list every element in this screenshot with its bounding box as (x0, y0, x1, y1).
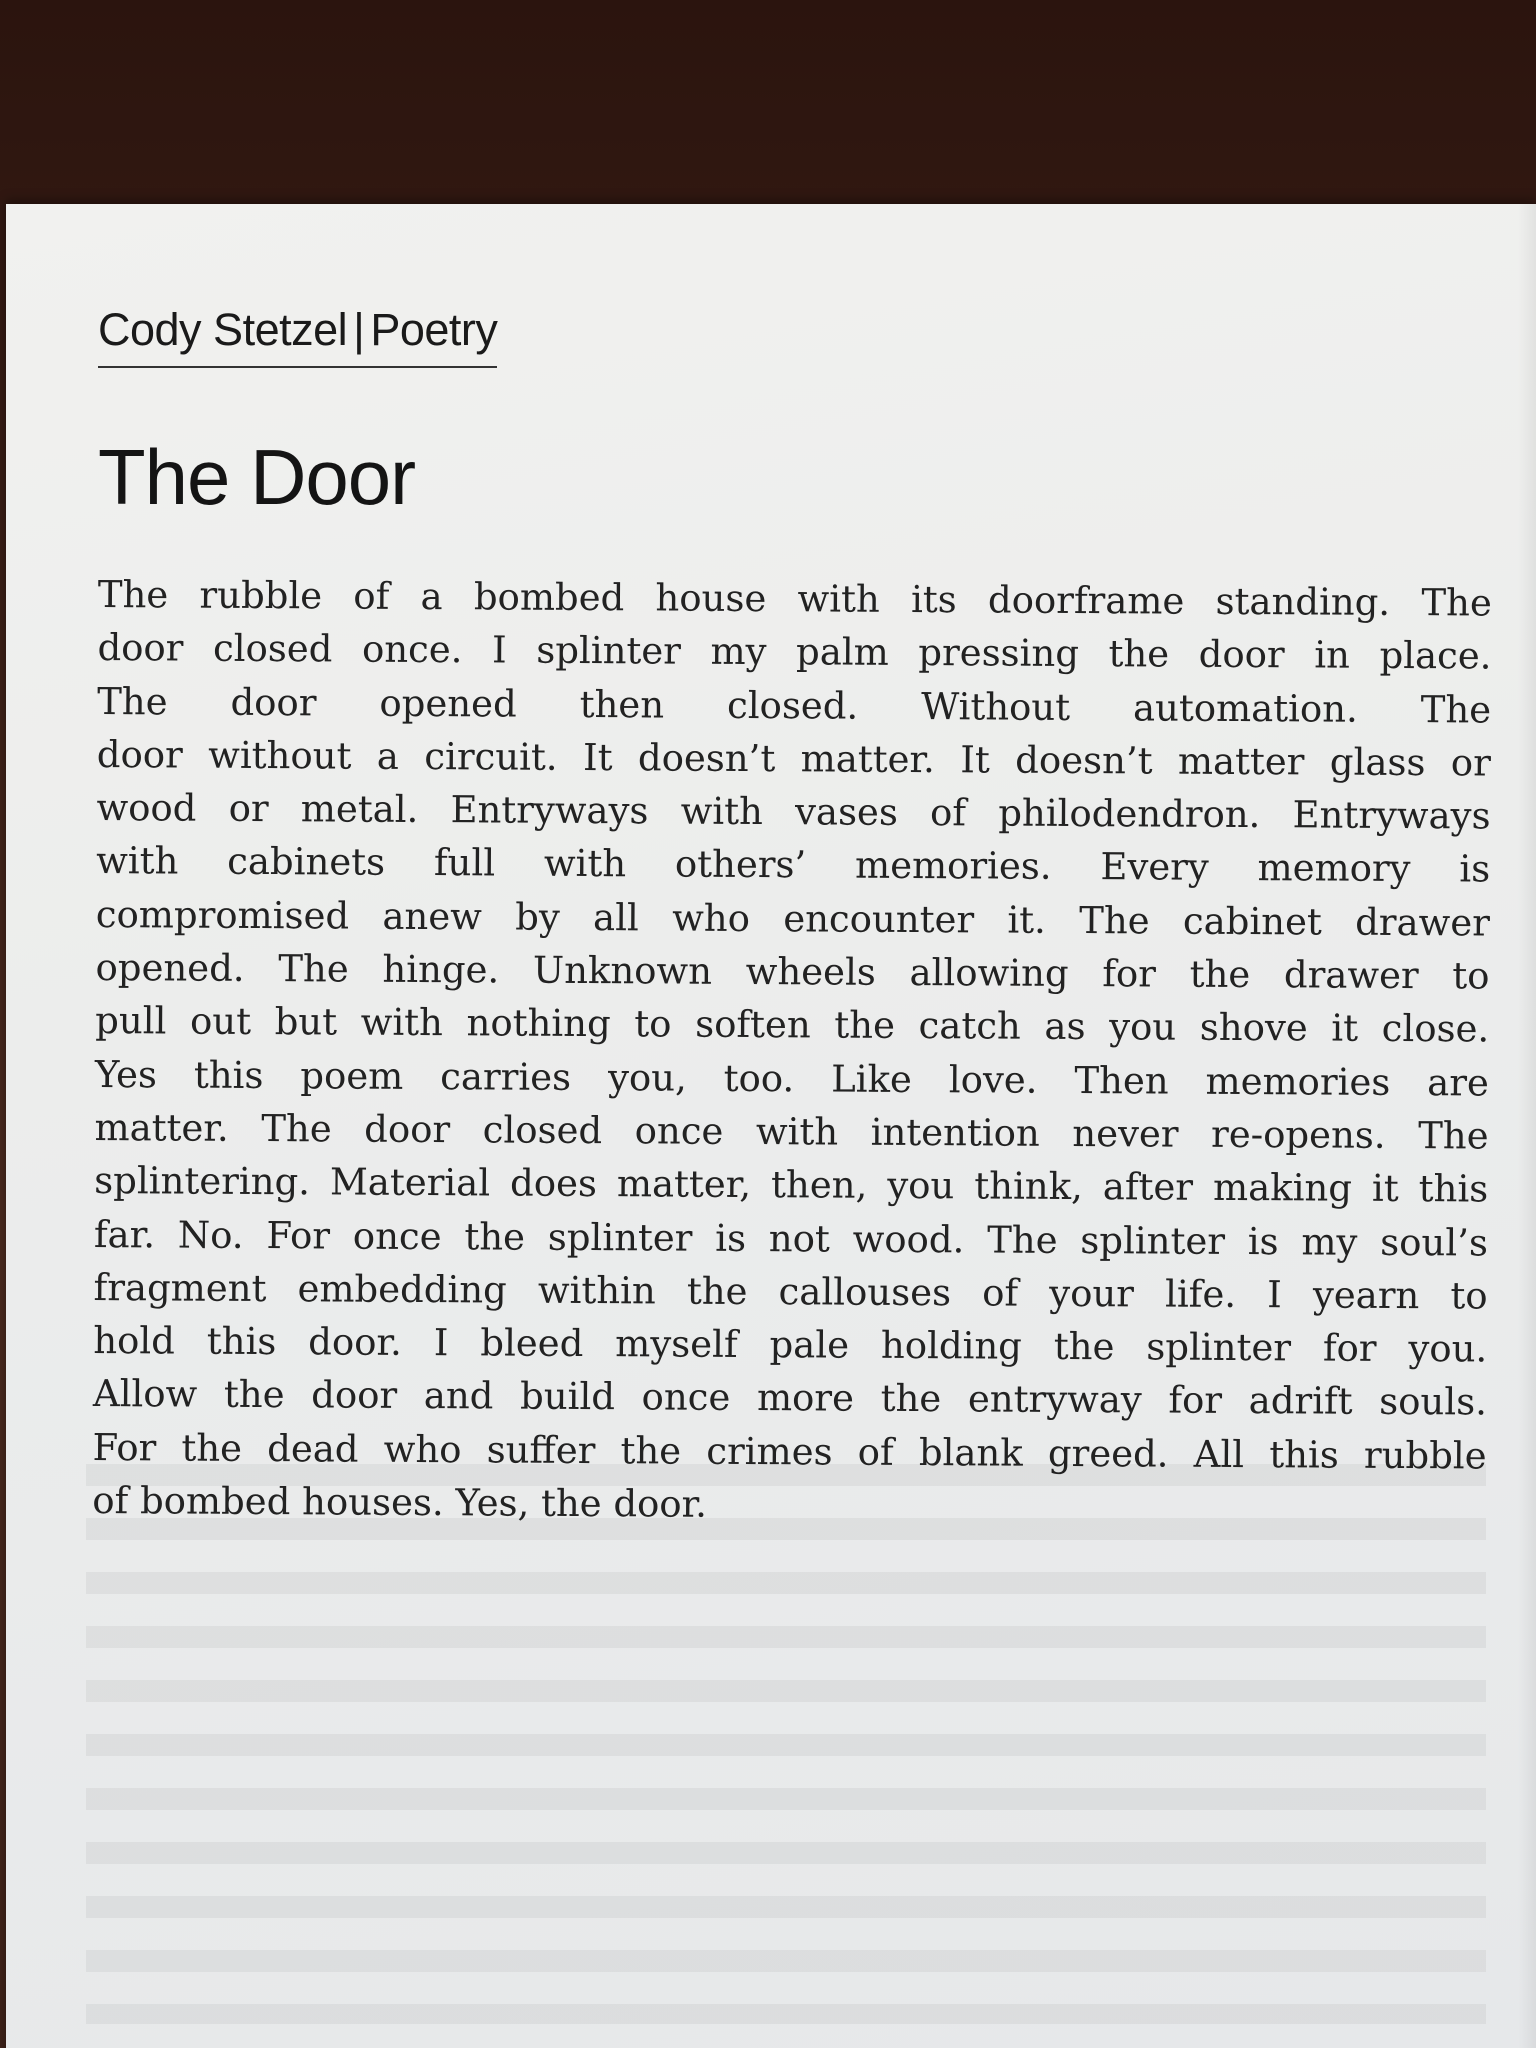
poem-line: door closed once. I splinter my palm pressing the door in place. (97, 626, 1492, 678)
page-edge-shadow (1518, 204, 1536, 2048)
poem-line: with cabinets full with others’ memories. Every memory is (96, 839, 1491, 891)
poem-line: matter. The door closed once with intention never re-opens. The (94, 1105, 1489, 1158)
poem-line: of bombed houses. Yes, the door. (92, 1479, 708, 1526)
poem-line: compromised anew by all who encounter it. The cabinet drawer (95, 892, 1490, 945)
poem-line: far. No. For once the splinter is not wood. The splinter is my soul’s (93, 1212, 1489, 1265)
poem-line: Yes this poem carries you, too. Like love. Then memories are (94, 1052, 1490, 1105)
poem-line: door without a circuit. It doesn’t matter. It doesn’t matter glass or (96, 732, 1491, 785)
poem-line: The rubble of a bombed house with its doorframe standing. The (97, 572, 1492, 625)
poem-line: pull out but with nothing to soften the catch as you shove it close. (95, 999, 1490, 1051)
poem-line: fragment embedding within the callouses of your life. I yearn to (93, 1265, 1488, 1318)
poem-title: The Door (98, 433, 416, 521)
poem-line: For the dead who suffer the crimes of blank greed. All this rubble (92, 1425, 1487, 1478)
poem-line: The door opened then closed. Without automation. The (97, 679, 1492, 732)
author-name: Cody Stetzel (98, 304, 348, 355)
poem-line: opened. The hinge. Unknown wheels allowing for the drawer to (95, 946, 1490, 998)
running-header (98, 304, 497, 368)
header-separator: | (353, 304, 365, 355)
poem-line: wood or metal. Entryways with vases of philodendron. Entryways (96, 786, 1491, 838)
poem-line: hold this door. I bleed myself pale holding the splinter for you. (93, 1319, 1488, 1371)
poem-body (92, 568, 1492, 1536)
book-page (6, 204, 1536, 2048)
show-through-text (86, 1464, 1486, 2024)
section-name: Poetry (370, 304, 498, 355)
poem-line: Allow the door and build once more the entryway for adrift souls. (92, 1372, 1488, 1424)
poem-line: splintering. Material does matter, then, you think, after making it this (94, 1159, 1489, 1211)
